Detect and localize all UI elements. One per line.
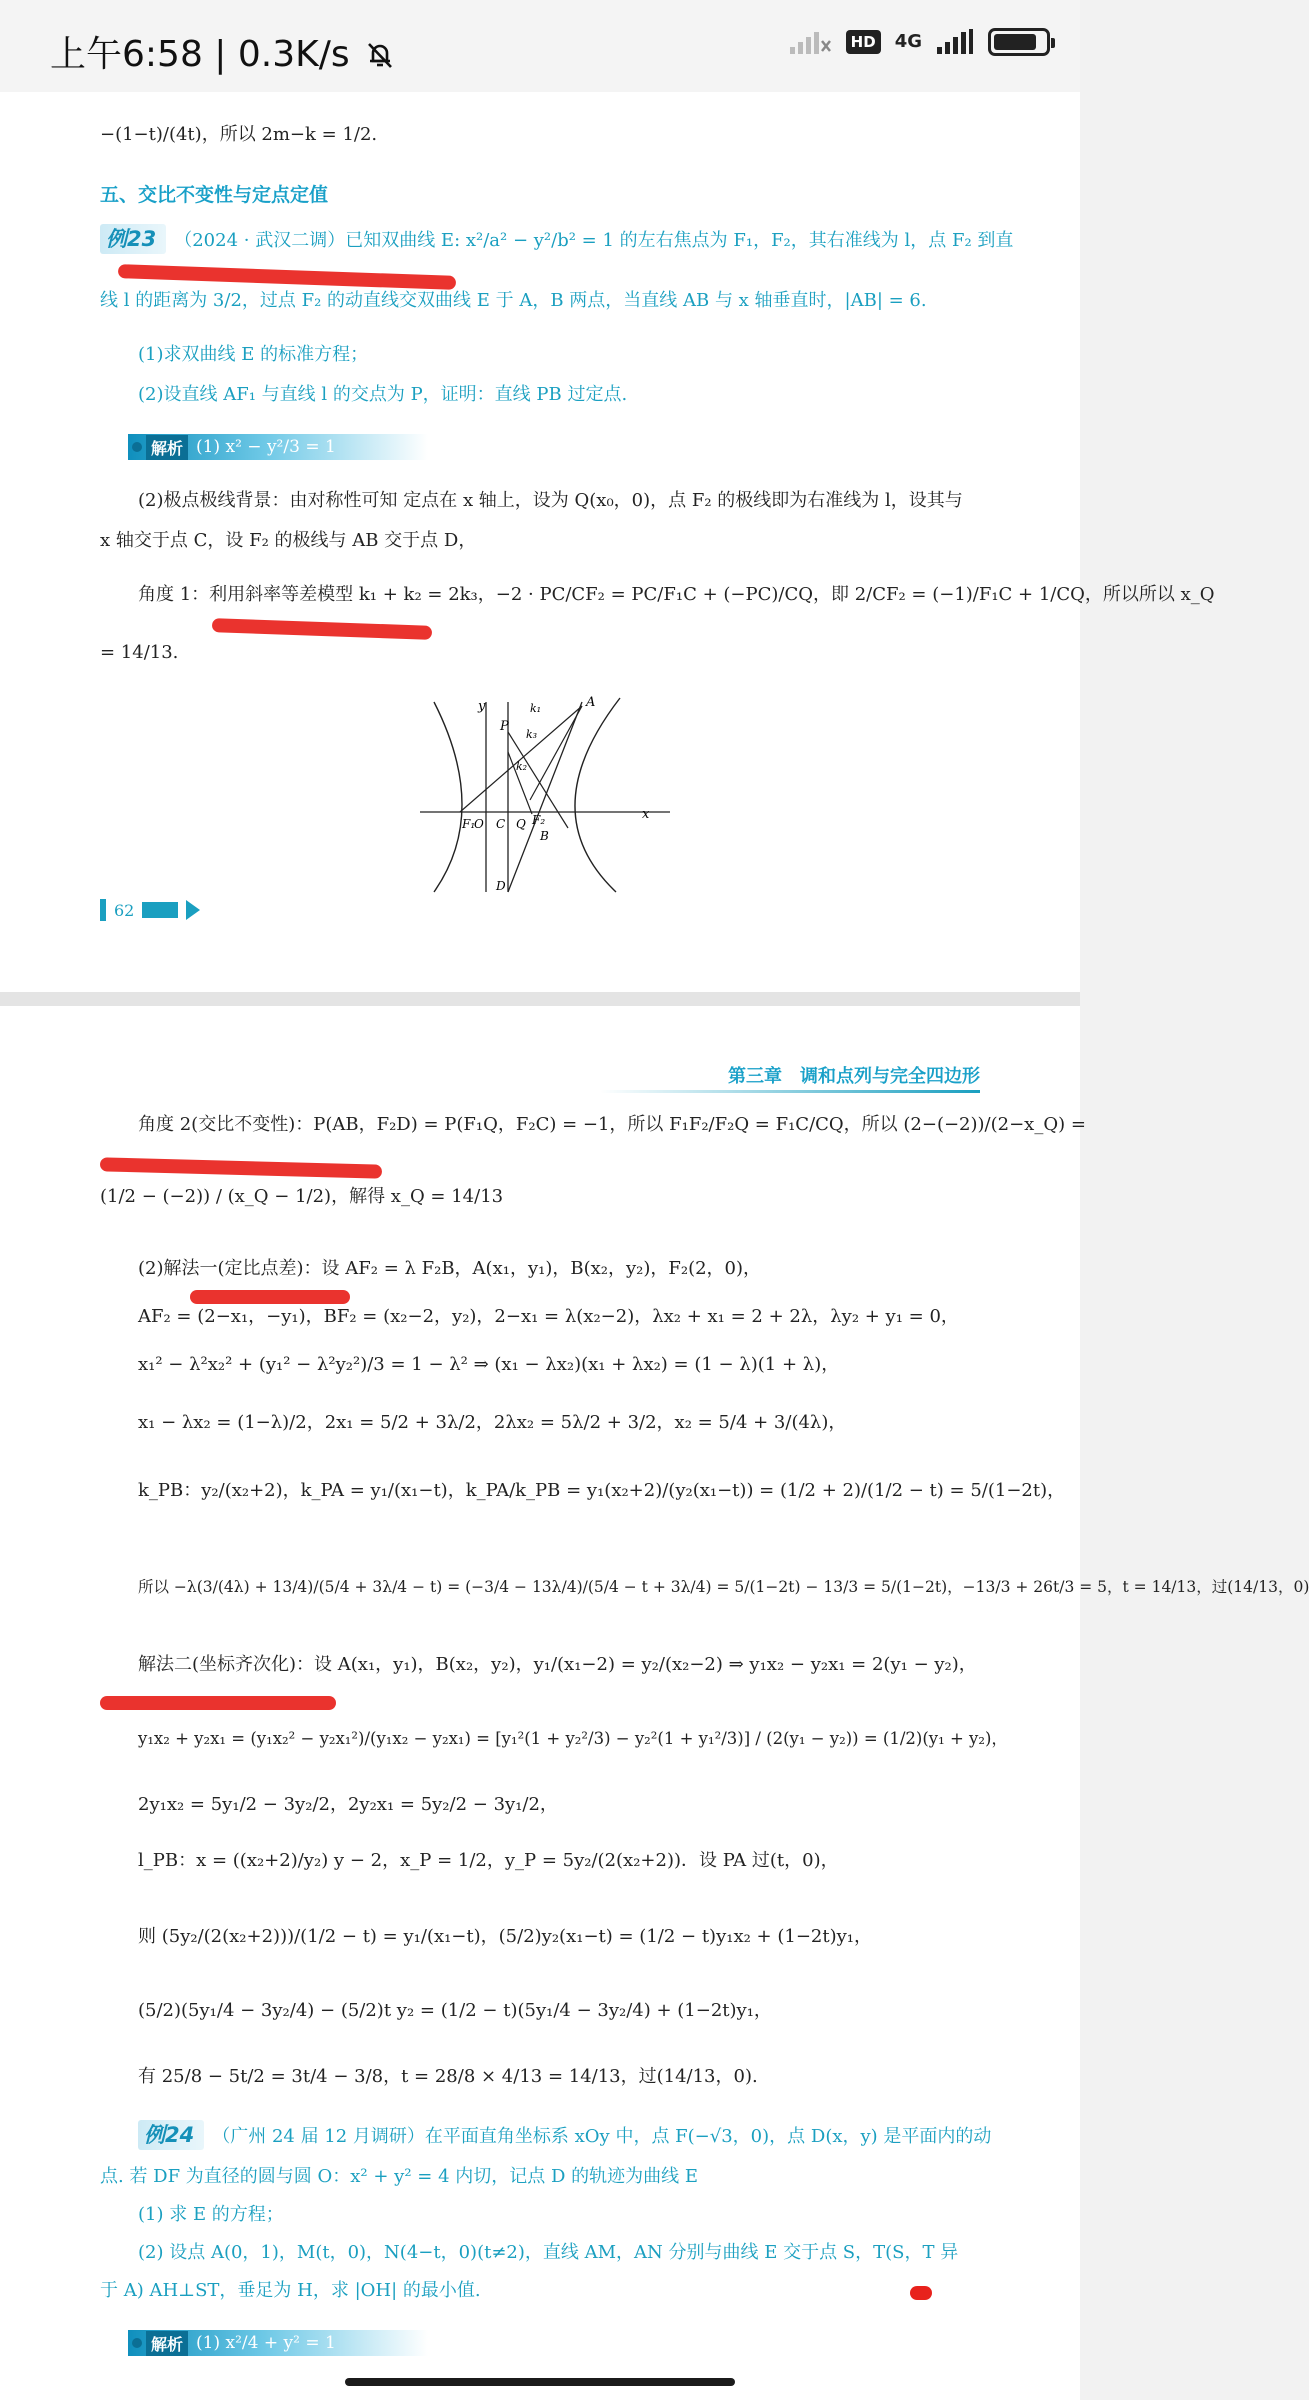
mute-bell-icon [365,40,395,70]
solution-line: 角度 2(交比不变性)：P(AB，F₂D) = P(F₁Q，F₂C) = −1，所以 F₁F₂/F₂Q = F₁C/CQ，所以 (2−(−2))/(2−x_Q) = [138,1114,1086,1135]
example-23-line1 [100,224,1013,254]
fig-label: F₁ [462,817,476,831]
solution-line: l_PB：x = ((x₂+2)/y₂) y − 2，x_P = 1/2，y_P = 5y₂/(2(x₂+2))．设 PA 过(t，0)， [138,1850,839,1871]
solution-line: y₁x₂ + y₂x₁ = (y₁x₂² − y₂x₁²)/(y₁x₂ − y₂x₁) = [y₁²(1 + y₂²/3) − y₂²(1 + y₁²/3)] / (2(y₁ − y₂)) = (1/2)(y₁ + y₂)， [138,1729,1008,1748]
fig-label: F₂ [532,813,546,827]
bullet-icon [132,2338,142,2348]
question-24-2: (2) 设点 A(0，1)，M(t，0)，N(4−t，0)(t≠2)，直线 AM，AN 分别与曲线 E 交于点 S，T(S，T 异 [138,2242,959,2263]
signal-icon [936,29,974,55]
red-underline-mark [100,1696,336,1710]
next-page-arrow-icon [186,900,200,920]
solution-line: (1/2 − (−2)) / (x_Q − 1/2)，解得 x_Q = 14/13 [100,1186,504,1207]
solution-line: AF₂ = (2−x₁，−y₁)，BF₂ = (x₂−2，y₂)，2−x₁ = λ(x₂−2)，λx₂ + x₁ = 2 + 2λ，λy₂ + y₁ = 0， [138,1306,959,1327]
example-24-line2: 点. 若 DF 为直径的圆与圆 O：x² + y² = 4 内切，记点 D 的轨迹为曲线 E [100,2166,698,2187]
bullet-icon [132,442,142,452]
solution-line: k_PB：y₂/(x₂+2)，k_PA = y₁/(x₁−t)，k_PA/k_PB = y₁(x₂+2)/(y₂(x₁−t)) = (1/2 + 2)/(1/2 − t) = 5/(1−2t)， [138,1480,1066,1501]
hd-voice-badge: HD [846,30,881,54]
fig-label: k₃ [526,728,538,741]
chapter-header: 第三章 调和点列与完全四边形 [728,1066,980,1087]
fig-label: D [496,879,506,893]
fig-label: Q [516,817,526,831]
example-24-line1 [138,2120,991,2150]
fig-label: O [474,817,484,831]
analysis-bar [128,2330,428,2356]
fig-label: k₂ [516,760,528,773]
angle-1-line: 角度 1：利用斜率等差模型 k₁ + k₂ = 2k₃，−2 · PC/CF₂ = PC/F₁C + (−PC)/CQ，即 2/CF₂ = (−1)/F₁C + 1/CQ，所以所以 x_Q [138,584,1215,605]
fig-label: A [586,695,596,710]
chapter-rule [600,1090,980,1093]
text-line: −(1−t)/(4t)，所以 2m−k = 1/2. [100,124,378,145]
red-underline-mark [212,618,432,640]
example-23-badge: 例23 [100,224,166,254]
fig-label: P [500,719,509,734]
analysis-answer: (1) x² − y²/3 = 1 [196,437,336,457]
fig-label: k₁ [530,702,542,715]
solution-line: 解法二(坐标齐次化)：设 A(x₁，y₁)，B(x₂，y₂)，y₁/(x₁−2) = y₂/(x₂−2) ⇒ y₁x₂ − y₂x₁ = 2(y₁ − y₂)， [138,1654,977,1675]
background-line2: x 轴交于点 C，设 F₂ 的极线与 AB 交于点 D， [100,530,477,551]
status-time-text: 上午6:58 | 0.3K/s [50,34,350,75]
solution-line: 有 25/8 − 5t/2 = 3t/4 − 3/8，t = 28/8 × 4/13 = 14/13，过(14/13，0). [138,2066,758,2087]
hyperbola-figure [420,692,680,902]
fig-label: B [540,829,549,843]
example-23-line2: 线 l 的距离为 3/2，过点 F₂ 的动直线交双曲线 E 于 A，B 两点，当直线 AB 与 x 轴垂直时，|AB| = 6. [100,290,927,311]
angle-1-result: = 14/13. [100,642,179,663]
red-underline-mark [100,1157,382,1178]
question-2: (2)设直线 AF₁ 与直线 l 的交点为 P，证明：直线 PB 过定点. [138,384,628,405]
analysis-label: 解析 [146,2331,188,2356]
example-24-text: （广州 24 届 12 月调研）在平面直角坐标系 xOy 中，点 F(−√3，0)，点 D(x，y) 是平面内的动 [212,2126,992,2147]
analysis-answer: (1) x²/4 + y² = 1 [196,2333,336,2353]
page-divider [0,992,1080,1006]
fig-label: x [642,807,650,822]
example-24-badge: 例24 [138,2120,204,2150]
solution-line: (2)解法一(定比点差)：设 AF₂ = λ F₂B，A(x₁，y₁)，B(x₂，y₂)，F₂(2，0)， [138,1258,762,1279]
question-1: (1)求双曲线 E 的标准方程； [138,344,369,365]
analysis-bar [128,434,428,460]
example-23-text: （2024 · 武汉二调）已知双曲线 E: x²/a² − y²/b² = 1 的左右焦点为 F₁，F₂，其右准线为 l，点 F₂ 到直 [174,230,1014,251]
analysis-label: 解析 [146,435,188,460]
solution-line: (5/2)(5y₁/4 − 3y₂/4) − (5/2)t y₂ = (1/2 − t)(5y₁/4 − 3y₂/4) + (1−2t)y₁， [138,2000,772,2021]
page-number-text: 62 [114,900,135,920]
document-page-63 [0,1006,1309,2400]
solution-line: 2y₁x₂ = 5y₁/2 − 3y₂/2，2y₂x₁ = 5y₂/2 − 3y₁/2， [138,1794,558,1815]
home-indicator[interactable] [345,2378,735,2386]
fig-label: y [478,699,486,714]
red-ink-dot [910,2286,932,2300]
red-underline-mark [118,264,456,290]
status-icons [788,28,1050,56]
page-marker [142,902,178,918]
question-24-3: 于 A) AH⊥ST，垂足为 H，求 |OH| 的最小值. [100,2280,481,2301]
red-underline-mark [190,1290,350,1304]
document-page-62 [0,92,1215,992]
status-bar [0,0,1080,92]
solution-line: x₁² − λ²x₂² + (y₁² − λ²y₂²)/3 = 1 − λ² ⇒ (x₁ − λx₂)(x₁ + λx₂) = (1 − λ)(1 + λ)， [138,1354,840,1375]
battery-icon [988,28,1050,56]
signal-off-icon [788,29,832,55]
solution-line: 所以 −λ(3/(4λ) + 13/4)/(5/4 + 3λ/4 − t) = (−3/4 − 13λ/4)/(5/4 − t + 3λ/4) = 5/(1−2t) − 13/3 = 5/(1−2t)，−13/3 + 26t/3 = 5，t = 14/13，过(14/13，0) [138,1578,1309,1596]
battery-level [994,34,1036,50]
solution-line: x₁ − λx₂ = (1−λ)/2，2x₁ = 5/2 + 3λ/2，2λx₂ = 5λ/2 + 3/2，x₂ = 5/4 + 3/(4λ)， [138,1412,847,1433]
background-line1: (2)极点极线背景：由对称性可知 定点在 x 轴上，设为 Q(x₀，0)，点 F₂ 的极线即为右准线为 l，设其与 [138,490,963,511]
question-24-1: (1) 求 E 的方程； [138,2204,284,2225]
network-type: 4G [894,31,922,52]
page-marker [100,899,106,921]
page-number [100,899,200,921]
status-time [50,26,395,77]
fig-label: C [496,817,506,831]
solution-line: 则 (5y₂/(2(x₂+2)))/(1/2 − t) = y₁/(x₁−t)，(5/2)y₂(x₁−t) = (1/2 − t)y₁x₂ + (1−2t)y₁， [138,1926,873,1947]
section-heading: 五、交比不变性与定点定值 [100,184,329,206]
